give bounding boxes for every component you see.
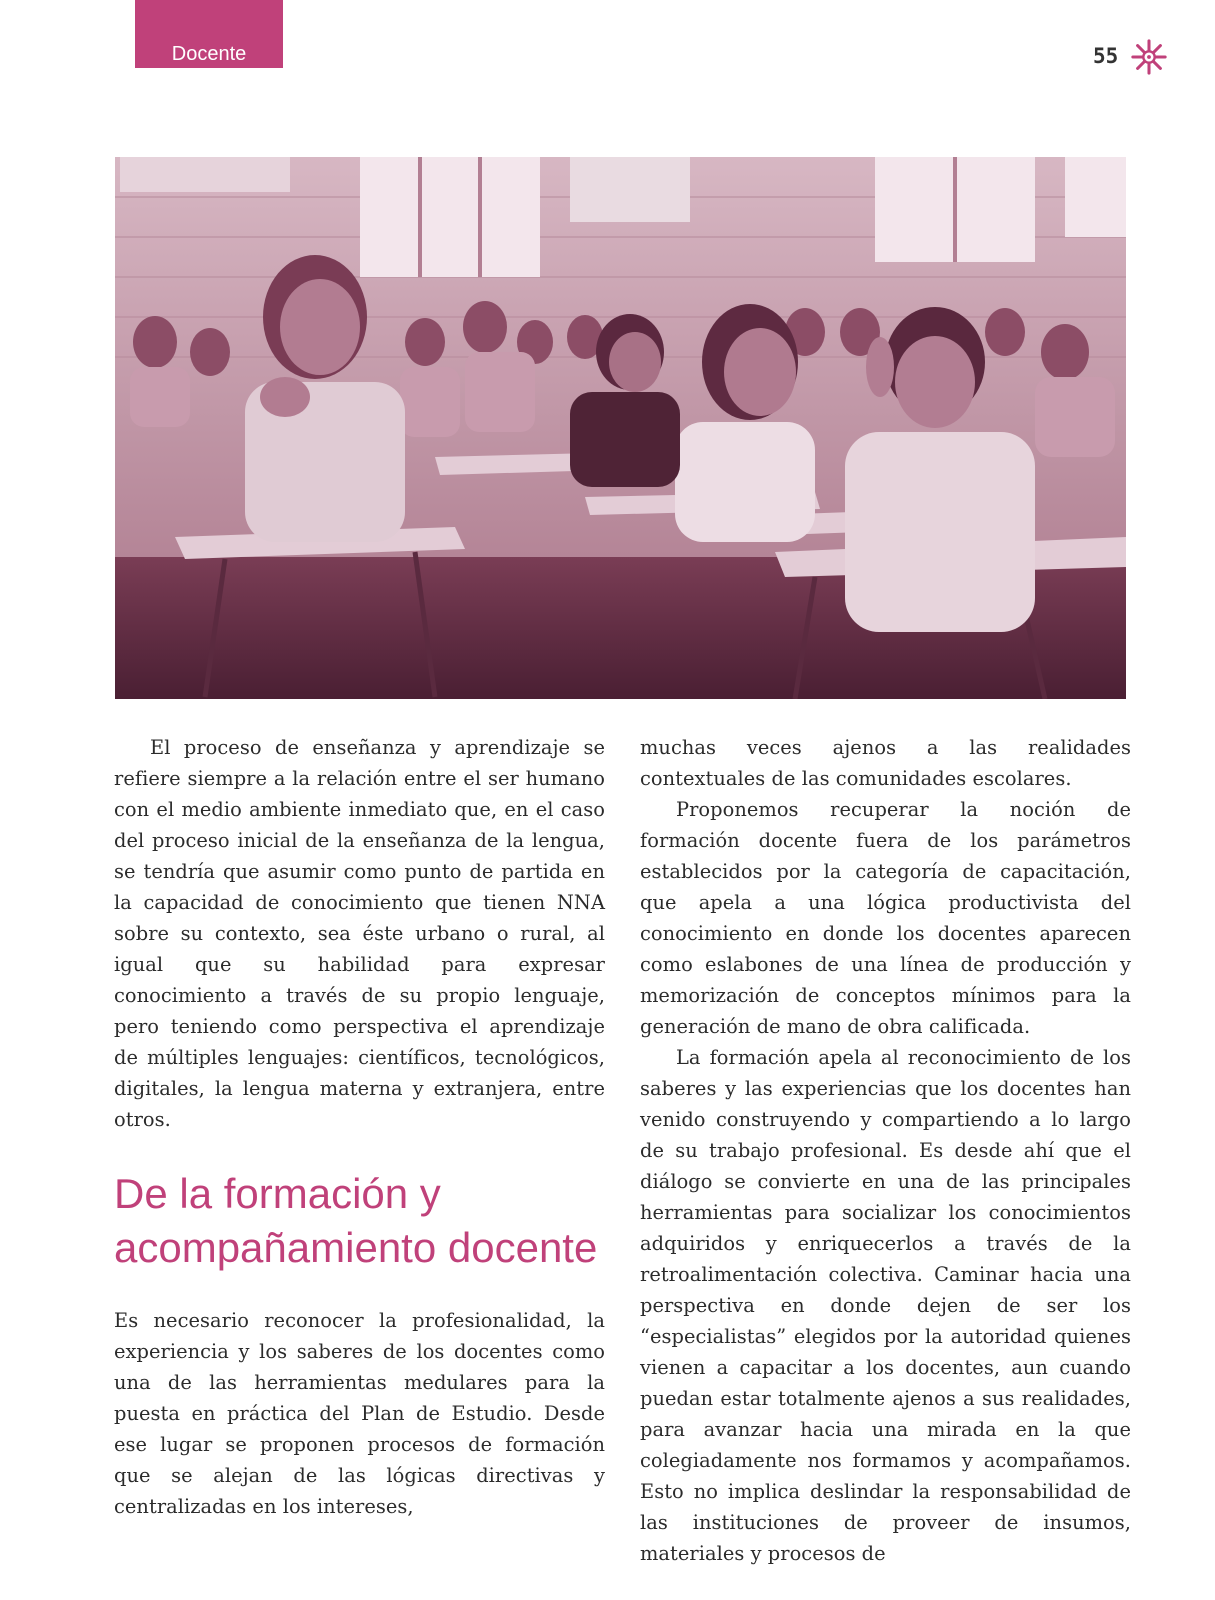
body-paragraph: Proponemos recuperar la noción de formación docente fuera de los parámetros establecidos por la categoría de capacitación, que apela a una lógica productivista del conocimiento en donde los docentes aparecen como eslabones de una línea de producción y memorización de conceptos mínimos para la generación de mano de obra calificada. <box>640 798 1131 1038</box>
classroom-photo <box>115 157 1126 699</box>
page-number: 55 <box>1093 44 1119 68</box>
body-paragraph: muchas veces ajenos a las realidades contextuales de las comunidades escolares. <box>640 736 1131 790</box>
body-paragraph: Es necesario reconocer la profesionalidad, la experiencia y los saberes de los docentes como una de las herramientas medulares para la puesta en práctica del Plan de Estudio. Desde ese lugar se proponen procesos de formación que se alejan de las lógicas directivas y centralizadas en los intereses, <box>114 1309 605 1518</box>
section-label: Docente <box>171 43 247 65</box>
section-tab <box>135 0 283 68</box>
body-paragraph: La formación apela al reconocimiento de los saberes y las experiencias que los docentes han venido construyendo y compartiendo a lo largo de su trabajo profesional. Es desde ahí que el diálogo se convierte en una de las principales herramientas para socializar los conocimientos adquiridos y enriquecerlos a través de la retroalimentación colectiva. Caminar hacia una perspectiva en donde dejen de ser los “especialistas” elegidos por la autoridad quienes vienen a capacitar a los docentes, aun cuando puedan estar totalmente ajenos a sus realidades, para avanzar hacia una mirada en la que colegiadamente nos formamos y acompañamos. Esto no implica deslindar la responsabilidad de las instituciones de proveer de insumos, materiales y procesos de <box>640 1046 1131 1565</box>
section-heading: De la formación y acompañamiento docente <box>114 1170 598 1271</box>
right-column <box>640 732 1131 1569</box>
body-paragraph: El proceso de enseñanza y aprendizaje se refiere siempre a la relación entre el ser humano con el medio ambiente inmediato que, en el caso del proceso inicial de la enseñanza de la lengua, se tendría que asumir como punto de partida en la capacidad de conocimiento que tienen NNA sobre su contexto, sea éste urbano o rural, al igual que su habilidad para expresar conocimiento a través de su propio lenguaje, pero teniendo como perspectiva el aprendizaje de múltiples lenguajes: científicos, tecnológicos, digitales, la lengua materna y extranjera, entre otros. <box>114 736 605 1131</box>
left-column <box>114 732 605 1522</box>
asterisk-flower-icon <box>1130 38 1168 76</box>
